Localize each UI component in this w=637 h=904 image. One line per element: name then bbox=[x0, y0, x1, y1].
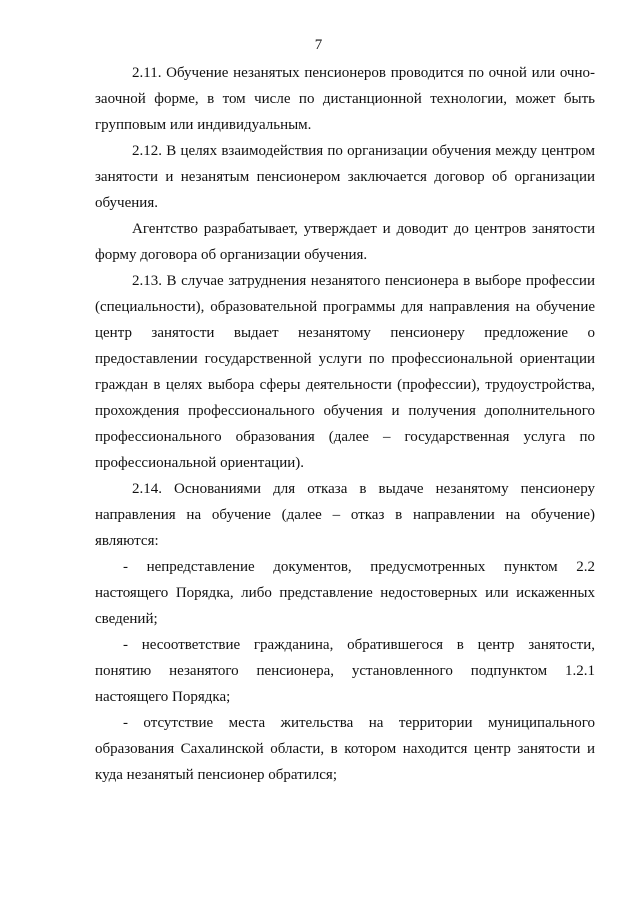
list-item-documents: - непредставление документов, предусмотренных пунктом 2.2 настоящего Порядка, либо представление недостоверных или искаженных сведений; bbox=[95, 559, 595, 627]
paragraph-2-13: 2.13. В случае затруднения незанятого пенсионера в выборе профессии (специальности), образовательной программы для направления на обучение центр занятости выдает незанятому пенсионеру предложение о предоставлении государственной услуги по профессиональной ориентации граждан в целях выбора сферы деятельности (профессии), трудоустройства, прохождения профессионального обучения и получения дополнительного профессионального образования (далее – государственная услуга по профессиональной ориентации). bbox=[95, 273, 595, 471]
paragraph-2-12: 2.12. В целях взаимодействия по организации обучения между центром занятости и незанятым пенсионером заключается договор об организации обучения. bbox=[95, 143, 595, 211]
paragraph-2-14: 2.14. Основаниями для отказа в выдаче незанятому пенсионеру направления на обучение (далее – отказ в направлении на обучение) являются: bbox=[95, 481, 595, 549]
page-number: 7 bbox=[314, 37, 323, 53]
paragraph-2-11: 2.11. Обучение незанятых пенсионеров проводится по очной или очно-заочной форме, в том числе по дистанционной технологии, может быть групповым или индивидуальным. bbox=[95, 65, 595, 133]
list-item-mismatch: - несоответствие гражданина, обратившегося в центр занятости, понятию незанятого пенсионера, установленного подпунктом 1.2.1 настоящего Порядка; bbox=[95, 637, 595, 705]
paragraph-agency-form: Агентство разрабатывает, утверждает и доводит до центров занятости форму договора об организации обучения. bbox=[95, 221, 595, 263]
list-item-residence: - отсутствие места жительства на территории муниципального образования Сахалинской области, в котором находится центр занятости и куда незанятый пенсионер обратился; bbox=[95, 715, 595, 783]
document-body bbox=[95, 60, 595, 788]
